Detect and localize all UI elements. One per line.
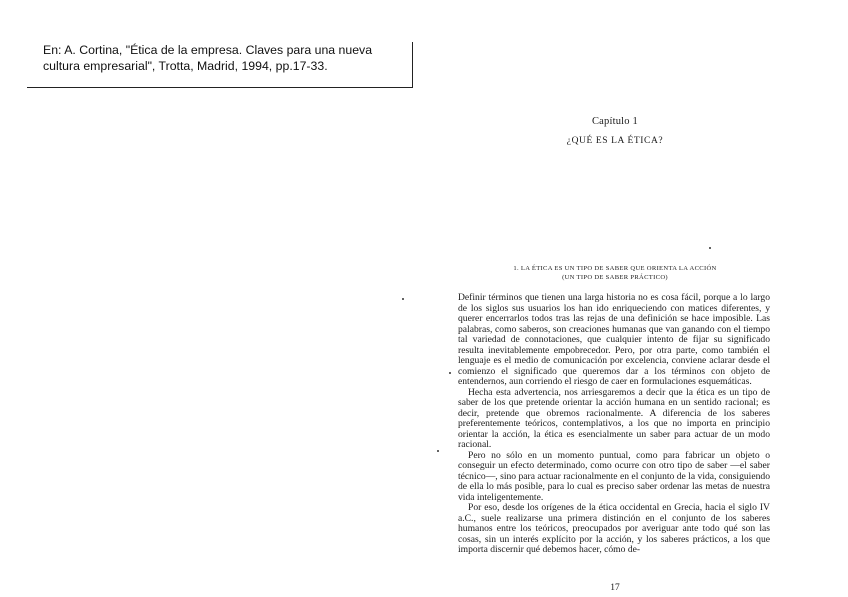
scan-speck — [449, 372, 451, 374]
scan-speck — [709, 247, 711, 249]
chapter-title: ¿QUÉ ES LA ÉTICA? — [566, 136, 664, 146]
page-number: 17 — [610, 583, 620, 593]
citation-line-1: En: A. Cortina, "Ética de la empresa. Claves para una nueva — [43, 43, 373, 57]
chapter-label: Capítulo 1 — [591, 116, 639, 127]
citation-box — [27, 42, 413, 88]
scan-speck — [437, 450, 439, 452]
paragraph: Pero no sólo en un momento puntual, como para fabricar un objeto o conseguir un efecto determinado, como ocurre con otro tipo de saber —el saber técnico—, sino para actuar racionalmente en el conjunto de la vida, consiguiendo de ella lo más posible, para lo cual es preciso saber ordenar las metas de nuestra vida inteligentemente. — [458, 449, 770, 503]
body-text — [458, 293, 770, 556]
paragraph: Definir términos que tienen una larga historia no es cosa fácil, porque a lo largo de los siglos sus usuarios los han ido enriqueciendo con matices diferentes, y querer encerrarlos todos tras las rejas de una definición se hace imposible. Las palabras, como saberos, son creaciones humanas que van ganando con el tiempo tal variedad de connotaciones, que cualquier intento de fijar su significado resulta inevitablemente empobrecedor. Pero, por otra parte, como también el lenguaje es el medio de comunicación por excelencia, conviene aclarar desde el comienzo el significado que queremos dar a los términos con objeto de entendernos, aun corriendo el riesgo de caer en formulaciones esquemáticas. — [458, 292, 770, 387]
citation-line-2: cultura empresarial", Trotta, Madrid, 1994, pp.17-33. — [43, 59, 328, 73]
section-heading-line-2: (UN TIPO DE SABER PRÁCTICO) — [562, 274, 668, 281]
section-heading-line-1: 1. LA ÉTICA ES UN TIPO DE SABER QUE ORIENTA LA ACCIÓN — [513, 265, 717, 272]
paragraph: Por eso, desde los orígenes de la ética occidental en Grecia, hacia el siglo IV a.C., suele realizarse una primera distinción en el conjunto de los saberes humanos entre los teóricos, preocupados por averiguar ante todo qué son las cosas, sin un interés explícito por la acción, y los saberes prácticos, a los que importa discernir qué debemos hacer, cómo de- — [458, 502, 770, 555]
scan-speck — [402, 298, 404, 300]
paragraph: Hecha esta advertencia, nos arriesgaremos a decir que la ética es un tipo de saber de los que pretende orientar la acción humana en un sentido racional; es decir, pretende que obremos racionalmente. A diferencia de los saberes preferentemente teóricos, contemplativos, a los que no importa en principio orientar la acción, la ética es esencialmente un saber para actuar de un modo racional. — [458, 386, 770, 450]
section-heading — [490, 264, 740, 282]
